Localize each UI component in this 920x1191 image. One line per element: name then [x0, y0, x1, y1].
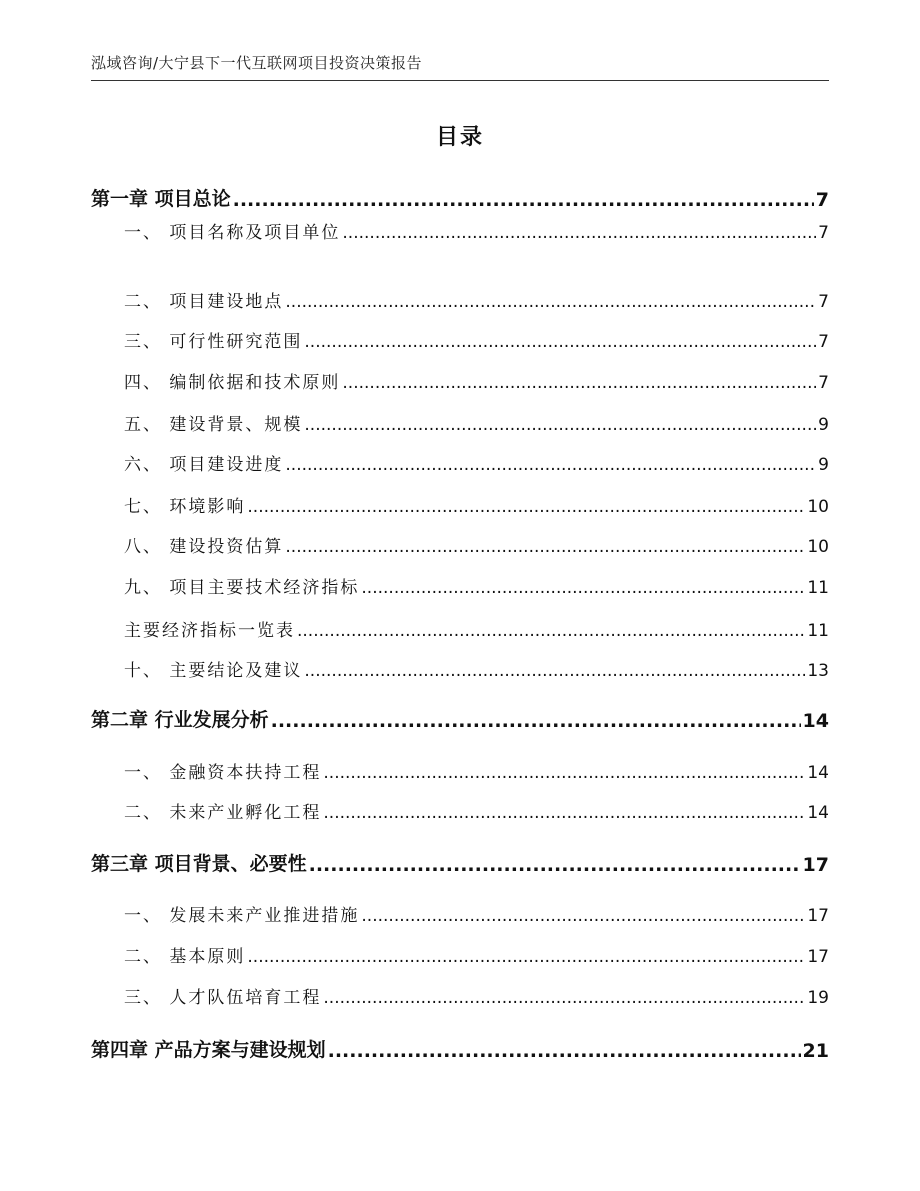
toc-dot-leader: [247, 497, 805, 517]
toc-page-number: 10: [807, 537, 829, 557]
toc-dot-leader: [285, 292, 816, 312]
toc-entry-label: 二、 项目建设地点: [124, 292, 284, 312]
toc-page-number: 14: [807, 803, 829, 823]
toc-section-entry[interactable]: [124, 901, 829, 926]
toc-section-entry[interactable]: [124, 450, 829, 475]
toc-entry-label: 一、 金融资本扶持工程: [124, 763, 322, 783]
toc-page-number: 11: [807, 578, 829, 598]
toc-entry-label: 一、 项目名称及项目单位: [124, 223, 341, 243]
toc-page-number: 14: [802, 710, 829, 732]
toc-section-entry[interactable]: [124, 492, 829, 517]
toc-entry-label: 七、 环境影响: [124, 497, 246, 517]
toc-dot-leader: [304, 415, 816, 435]
toc-entry-label: 十、 主要结论及建议: [124, 661, 303, 681]
toc-section-entry[interactable]: [124, 287, 829, 312]
toc-entry-label: 二、 未来产业孵化工程: [124, 803, 322, 823]
toc-chapter-entry[interactable]: [91, 705, 829, 732]
toc-dot-leader: [323, 803, 805, 823]
toc-dot-leader: [304, 661, 805, 681]
toc-page-number: 7: [818, 332, 829, 352]
toc-dot-leader: [342, 223, 816, 243]
toc-page-number: 7: [815, 189, 829, 211]
toc-section-entry[interactable]: [124, 327, 829, 352]
toc-chapter-entry[interactable]: [91, 184, 829, 211]
toc-section-entry[interactable]: [124, 368, 829, 393]
toc-entry-label: 四、 编制依据和技术原则: [124, 373, 341, 393]
toc-dot-leader: [271, 710, 801, 732]
toc-dot-leader: [361, 906, 805, 926]
toc-dot-leader: [304, 332, 816, 352]
toc-chapter-entry[interactable]: [91, 849, 829, 876]
toc-page-number: 19: [807, 988, 829, 1008]
toc-entry-label: 第三章 项目背景、必要性: [91, 853, 307, 875]
toc-entry-label: 二、 基本原则: [124, 947, 246, 967]
toc-section-entry[interactable]: [124, 573, 829, 598]
toc-entry-label: 八、 建设投资估算: [124, 537, 284, 557]
toc-dot-leader: [297, 621, 805, 641]
toc-section-entry[interactable]: [124, 798, 829, 823]
toc-entry-label: 九、 项目主要技术经济指标: [124, 578, 360, 598]
toc-section-entry[interactable]: [124, 983, 829, 1008]
running-header: 泓域咨询/大宁县下一代互联网项目投资决策报告: [91, 54, 423, 72]
header-divider: [91, 80, 829, 81]
toc-entry-label: 五、 建设背景、规模: [124, 415, 303, 435]
toc-section-entry[interactable]: [124, 942, 829, 967]
toc-dot-leader: [323, 988, 805, 1008]
toc-page-number: 7: [818, 373, 829, 393]
toc-page-number: 17: [807, 906, 829, 926]
toc-entry-label: 主要经济指标一览表: [124, 621, 295, 641]
toc-chapter-entry[interactable]: [91, 1035, 829, 1062]
toc-section-entry[interactable]: [124, 616, 829, 641]
toc-page-number: 7: [818, 223, 829, 243]
toc-dot-leader: [323, 763, 805, 783]
toc-entry-label: 六、 项目建设进度: [124, 455, 284, 475]
toc-entry-label: 第一章 项目总论: [91, 188, 231, 210]
toc-entry-label: 第四章 产品方案与建设规划: [91, 1039, 326, 1061]
toc-entry-label: 三、 可行性研究范围: [124, 332, 303, 352]
toc-dot-leader: [233, 189, 814, 211]
toc-section-entry[interactable]: [124, 218, 829, 243]
toc-entry-label: 第二章 行业发展分析: [91, 709, 269, 731]
toc-page-number: 10: [807, 497, 829, 517]
toc-page-number: 21: [802, 1040, 829, 1062]
toc-page-number: 17: [807, 947, 829, 967]
toc-dot-leader: [361, 578, 805, 598]
toc-dot-leader: [342, 373, 816, 393]
toc-page-number: 11: [807, 621, 829, 641]
toc-section-entry[interactable]: [124, 532, 829, 557]
toc-dot-leader: [247, 947, 805, 967]
toc-page-number: 9: [818, 415, 829, 435]
toc-dot-leader: [285, 455, 816, 475]
toc-page-number: 14: [807, 763, 829, 783]
toc-page-number: 9: [818, 455, 829, 475]
toc-dot-leader: [285, 537, 805, 557]
toc-entry-label: 三、 人才队伍培育工程: [124, 988, 322, 1008]
toc-entry-label: 一、 发展未来产业推进措施: [124, 906, 360, 926]
toc-section-entry[interactable]: [124, 758, 829, 783]
toc-section-entry[interactable]: [124, 410, 829, 435]
toc-page-number: 7: [818, 292, 829, 312]
toc-title: 目录: [435, 125, 484, 150]
toc-section-entry[interactable]: [124, 656, 829, 681]
toc-dot-leader: [309, 854, 801, 876]
toc-page-number: 17: [802, 854, 829, 876]
toc-dot-leader: [328, 1040, 801, 1062]
toc-page-number: 13: [807, 661, 829, 681]
